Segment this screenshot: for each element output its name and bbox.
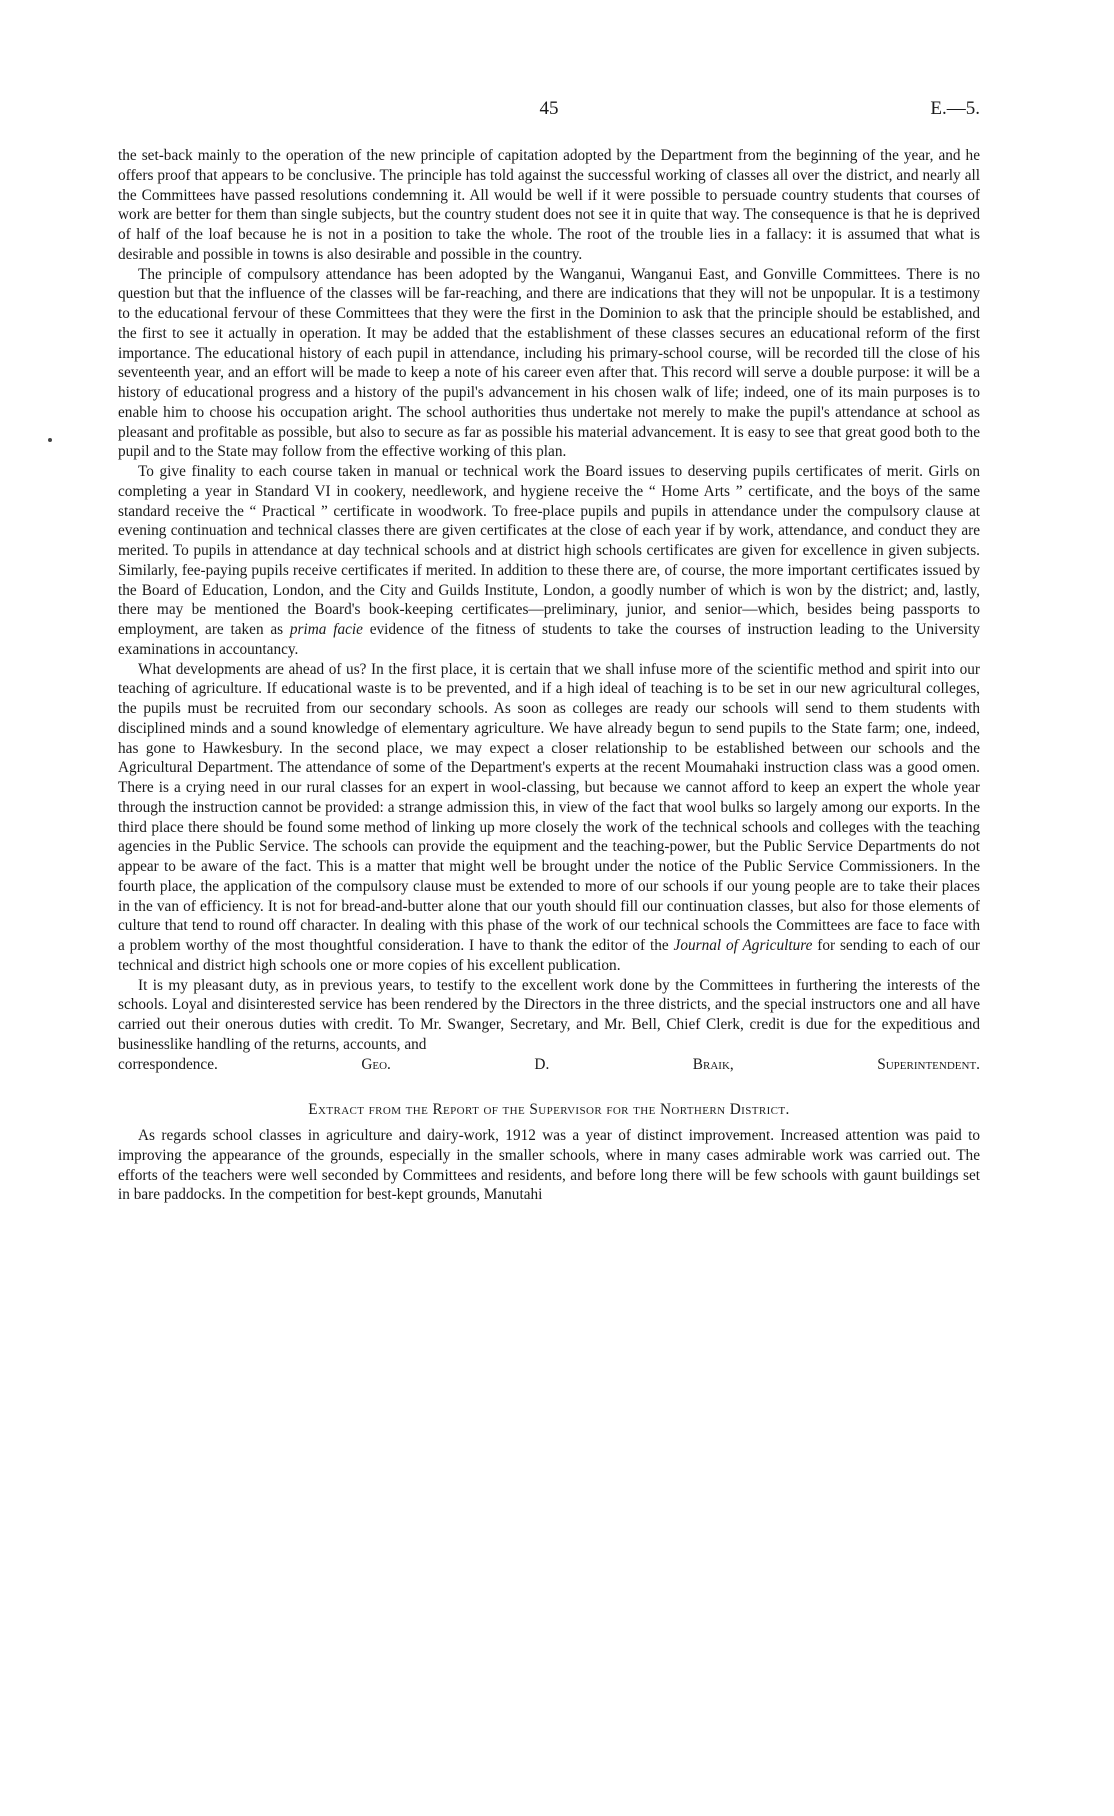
section-heading: Extract from the Report of the Supervisor for the Northern District. (308, 1101, 790, 1119)
certificates-italic: prima facie (289, 621, 363, 638)
developments-text-a: What developments are ahead of us? In the first place, it is certain that we shall infuse more of the scientific method and spirit into our teaching of agriculture. If educational waste is to be prevented, and if a high ideal of teaching is to be set in our new agricultural colleges, the pupils must be recruited from our secondary schools. As soon as colleges are ready our schools will send to them students with disciplined minds and a sound knowledge of elementary agriculture. We have already begun to send pupils to the State farm; one, indeed, has gone to Hawkesbury. In the second place, we may expect a closer relationship to be established between our schools and the Agricultural Department. The attendance of some of the Department's experts at the recent Moumahaki instruction class was a good omen. There is a crying need in our rural classes for an expert in wool-classing, but because we cannot afford to keep an expert the whole year through the instruction cannot be provided: a strange admission this, in view of the fact that wool bulks so largely among our exports. In the third place there should be found some method of linking up more closely the work of the technical schools and colleges with the teaching agencies in the Public Service. The schools can provide the equipment and the teaching-power, but the Public Service Departments do not appear to be aware of the fact. This is a matter that might well be brought under the notice of the Public Service Commissioners. In the fourth place, the application of the compulsory clause must be extended to more of our schools if our young people are to take their places in the van of efficiency. It is not for bread-and-butter alone that our youth should fill our continuation classes, but also for those elements of culture that tend to round off character. In dealing with this phase of the work of our technical schools the Committees are face to face with a problem worthy of the most thoughtful consideration. I have to thank the editor of the (118, 660, 980, 954)
acknowledgements-text: It is my pleasant duty, as in previous years, to testify to the excellent work done by the Committees in furthering the interests of the schools. Loyal and disinterested service has been rendered by the Directors in the three districts, and the special instructors one and all have carried out their onerous duties with credit. To Mr. Swanger, Secretary, and Mr. Bell, Chief Clerk, credit is due for the expeditious and businesslike handling of the returns, accounts, and (118, 976, 980, 1053)
page-header (118, 98, 980, 122)
developments-italic: Journal of Agriculture (673, 937, 813, 954)
paragraph-northern-district: As regards school classes in agriculture and dairy-work, 1912 was a year of distinct improvement. Increased attention was paid to improving the appearance of the grounds, especially in the smaller schools, where in many cases admirable work was carried out. The efforts of the teachers were well seconded by Committees and residents, and before long there will be few schools with gaunt buildings set in bare paddocks. In the competition for best-kept grounds, Manutahi (118, 1127, 980, 1204)
certificates-text-b: evidence of the fitness of students to take the courses of instruction leading to the University examinations in accountancy. (118, 621, 981, 658)
body-text (118, 146, 980, 1205)
acknowledgements-last-word: correspondence. (118, 1055, 218, 1073)
margin-mark (48, 438, 52, 442)
document-reference: E.—5. (930, 98, 980, 119)
paragraph-compulsory-attendance: The principle of compulsory attendance has been adopted by the Wanganui, Wanganui East, and Gonville Committees. There is no question but that the influence of the classes will be far-reaching, and there are indications that they will not be unpopular. It is a testimony to the educational fervour of these Committees that they were the first in the Dominion to ask that the principle should be established, and the first to see it actually in operation. It may be added that the establishment of these classes secures an educational reform of the first importance. The educational history of each pupil in attendance, including his primary-school course, will be recorded till the close of his seventeenth year, and an effort will be made to keep a note of his career even after that. This record will serve a double purpose: it will be a history of educational progress and a history of the pupil's advancement in his chosen walk of life; indeed, one of its main purposes is to enable him to choose his occupation aright. The school authorities thus undertake not merely to make the pupil's attendance at school as pleasant and profitable as possible, but also to secure as far as possible his material advancement. It is easy to see that great good both to the pupil and to the State may follow from the effective working of this plan. (118, 265, 980, 461)
paragraph-developments (118, 660, 980, 976)
paragraph-certificates (118, 462, 980, 660)
page-number: 45 (539, 98, 559, 119)
signature: Geo. D. Braik, Superintendent. (361, 1055, 980, 1073)
certificates-text-a: To give finality to each course taken in manual or technical work the Board issues to deserving pupils certificates of merit. Girls on completing a year in Standard VI in cookery, needlework, and hygiene receive the “ Home Arts ” certificate, and the boys of the same standard receive the “ Practical ” certificate in woodwork. To free-place pupils and pupils in attendance under the compulsory clause at evening continuation and technical classes there are given certificates at the close of each year if by work, attendance, and conduct they are merited. To pupils in attendance at day technical schools and at district high schools certificates are given for excellence in given subjects. Similarly, fee-paying pupils receive certificates if merited. In addition to these there are, of course, the more important certificates issued by the Board of Education, London, and the City and Guilds Institute, London, a goodly number of which is won by the district; and, lastly, there may be mentioned the Board's book-keeping certificates—preliminary, junior, and senior—which, besides being passports to employment, are taken as (118, 463, 980, 638)
developments-text-b: for sending to each of our technical and district high schools one or more copies of his excellent publication. (118, 937, 981, 974)
signature-line (118, 1055, 980, 1075)
paragraph-capitation: the set-back mainly to the operation of the new principle of capitation adopted by the Department from the beginning of the year, and he offers proof that appears to be conclusive. The principle has told against the successful working of classes all over the district, and nearly all the Committees have passed resolutions condemning it. All would be well if it were possible to persuade country students that courses of work are better for them than single subjects, but the country student does not see it in quite that way. The consequence is that he is deprived of half of the loaf because he is not in a position to take the whole. The root of the trouble lies in a fallacy: it is assumed that what is desirable and possible in towns is also desirable and possible in the country. (118, 147, 980, 263)
paragraph-acknowledgements (118, 976, 980, 1055)
